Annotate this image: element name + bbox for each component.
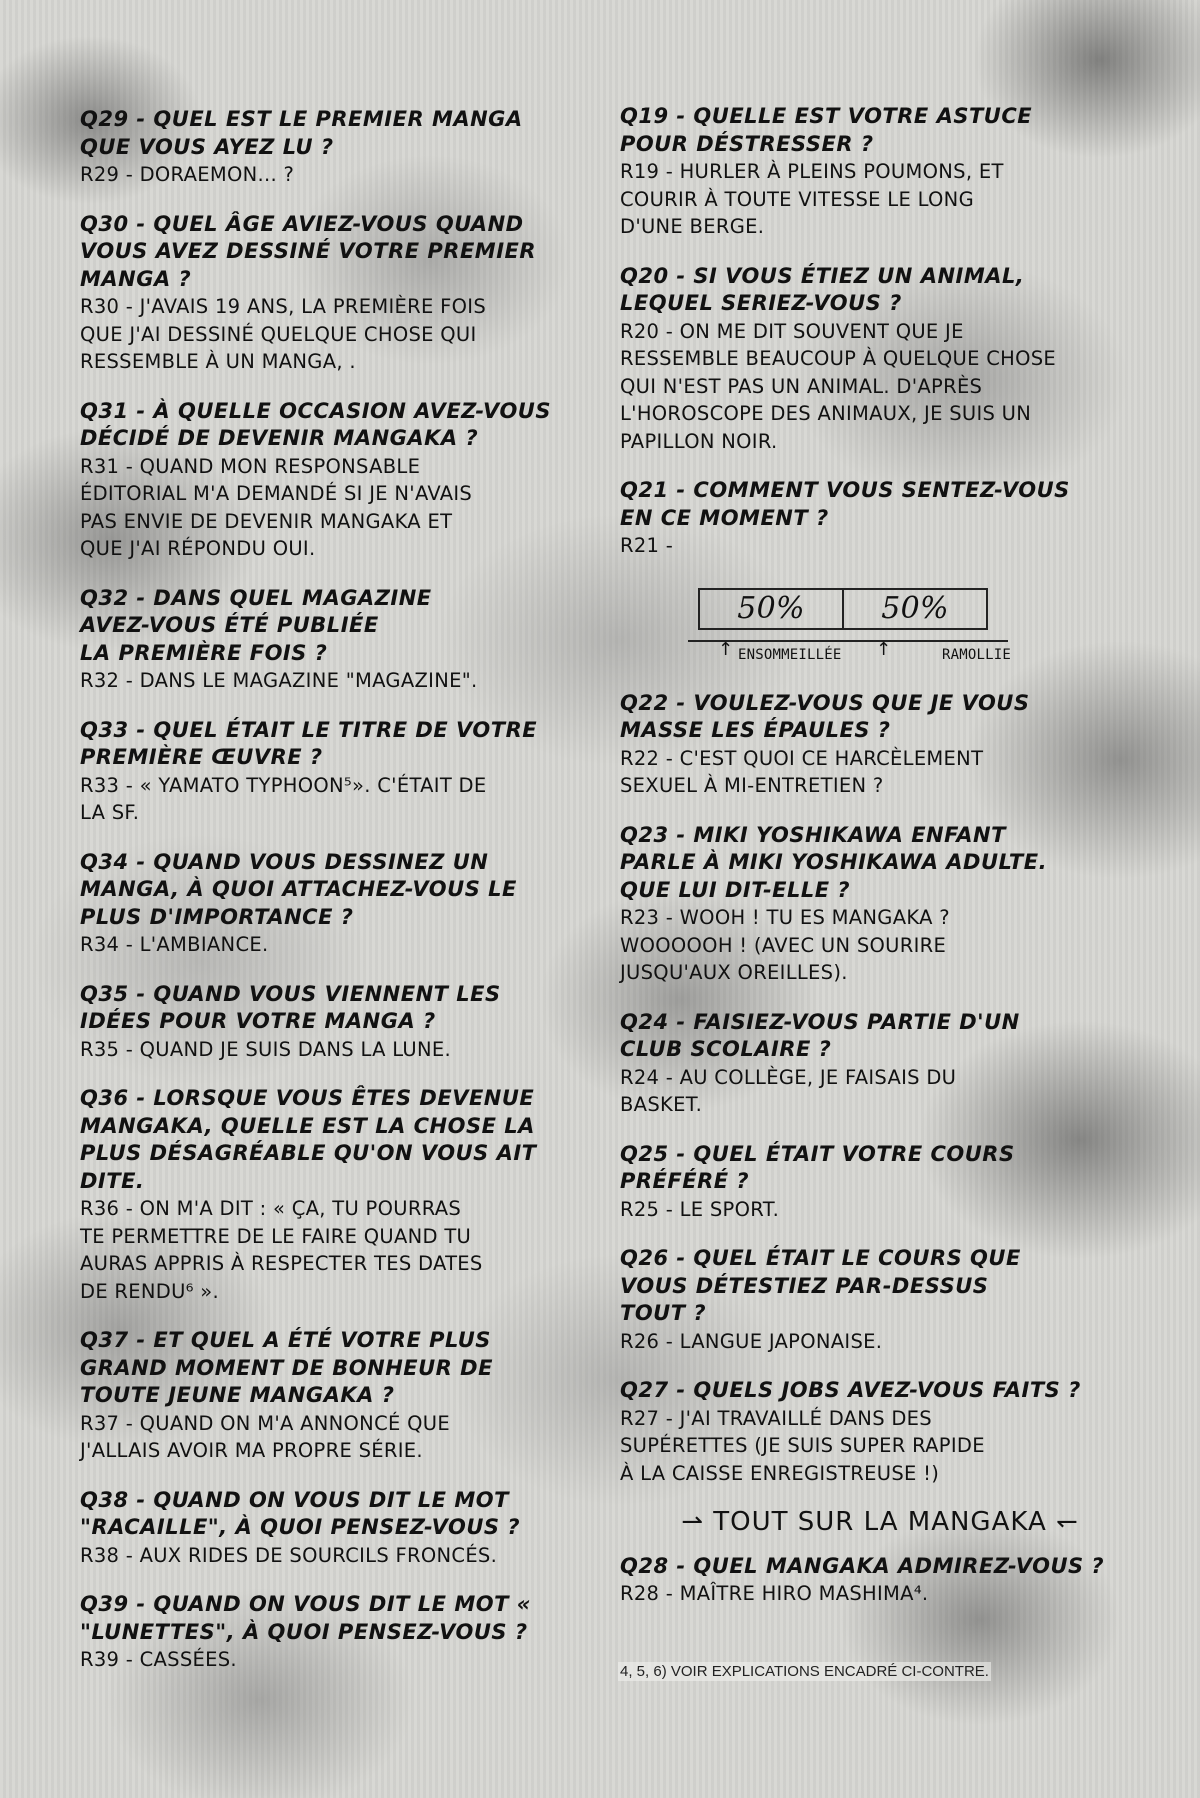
answer-text: R22 - C'EST QUOI CE HARCÈLEMENT SEXUEL À MI-ENTRETIEN ?: [620, 746, 984, 797]
answer-text: R32 - DANS LE MAGAZINE "MAGAZINE".: [80, 669, 478, 692]
mood-left-label: ENSOMMEILLÉE: [738, 646, 842, 663]
qa-block: [620, 1377, 1140, 1487]
question-text: Q39 - QUAND ON VOUS DIT LE MOT « "LUNETTES", À QUOI PENSEZ-VOUS ?: [80, 1592, 531, 1644]
answer-text: R27 - J'AI TRAVAILLÉ DANS DES SUPÉRETTES (JE SUIS SUPER RAPIDE À LA CAISSE ENREGISTREUSE !): [620, 1406, 985, 1485]
answer-text: R39 - CASSÉES.: [80, 1648, 237, 1671]
question-text: Q32 - DANS QUEL MAGAZINE AVEZ-VOUS ÉTÉ PUBLIÉE LA PREMIÈRE FOIS ?: [80, 585, 432, 665]
answer-text: R20 - ON ME DIT SOUVENT QUE JE RESSEMBLE BEAUCOUP À QUELQUE CHOSE QUI N'EST PAS UN ANIMAL. D'APRÈS L'HOROSCOPE DES ANIMAUX, JE SUIS UN PAPILLON NOIR.: [620, 319, 1057, 453]
question-text: Q31 - À QUELLE OCCASION AVEZ-VOUS DÉCIDÉ DE DEVENIR MANGAKA ?: [80, 398, 551, 450]
qa-block: [80, 981, 595, 1064]
qa-block: [620, 1245, 1140, 1355]
question-text: Q35 - QUAND VOUS VIENNENT LES IDÉES POUR VOTRE MANGA ?: [80, 981, 501, 1033]
answer-text: R31 - QUAND MON RESPONSABLE ÉDITORIAL M'A DEMANDÉ SI JE N'AVAIS PAS ENVIE DE DEVENIR MANGAKA ET QUE J'AI RÉPONDU OUI.: [80, 454, 473, 560]
footnote: 4, 5, 6) VOIR EXPLICATIONS ENCADRÉ CI-CONTRE.: [620, 1663, 989, 1680]
answer-text: R35 - QUAND JE SUIS DANS LA LUNE.: [80, 1037, 452, 1061]
qa-block: [80, 211, 595, 376]
qa-block: [80, 106, 595, 189]
question-text: Q29 - QUEL EST LE PREMIER MANGA QUE VOUS AYEZ LU ?: [80, 107, 523, 159]
question-text: Q19 - QUELLE EST VOTRE ASTUCE POUR DÉSTRESSER ?: [620, 104, 1033, 156]
qa-block: [620, 1141, 1140, 1224]
answer-text: R38 - AUX RIDES DE SOURCILS FRONCÉS.: [80, 1543, 498, 1567]
qa-block: [80, 849, 595, 959]
answer-text: R21 -: [620, 534, 674, 557]
question-text: Q36 - LORSQUE VOUS ÊTES DEVENUE MANGAKA, QUELLE EST LA CHOSE LA PLUS DÉSAGRÉABLE QU'ON VOUS AIT DITE.: [80, 1086, 537, 1193]
mood-left-value: 50%: [737, 590, 805, 626]
qa-block: [620, 1009, 1140, 1119]
qa-block: [620, 822, 1140, 987]
question-text: Q21 - COMMENT VOUS SENTEZ-VOUS EN CE MOMENT ?: [620, 478, 1070, 530]
qa-block: [620, 103, 1140, 241]
left-column: [80, 106, 595, 1696]
qa-block: [620, 1553, 1140, 1608]
answer-text: R28 - MAÎTRE HIRO MASHIMA⁴.: [620, 1582, 929, 1605]
mood-box: [698, 588, 988, 630]
mood-right-value: 50%: [842, 590, 986, 628]
qa-block: [80, 1487, 595, 1570]
question-text: Q38 - QUAND ON VOUS DIT LE MOT "RACAILLE", À QUOI PENSEZ-VOUS ?: [80, 1487, 521, 1539]
section-title: ⇀ TOUT SUR LA MANGAKA ↽: [681, 1507, 1079, 1537]
qa-block: [80, 585, 595, 695]
answer-text: R36 - ON M'A DIT : « ÇA, TU POURRAS TE PERMETTRE DE LE FAIRE QUAND TU AURAS APPRIS À RESPECTER TES DATES DE RENDU⁶ ».: [80, 1197, 483, 1303]
answer-text: R34 - L'AMBIANCE.: [80, 933, 269, 956]
question-text: Q30 - QUEL ÂGE AVIEZ-VOUS QUAND VOUS AVEZ DESSINÉ VOTRE PREMIER MANGA ?: [80, 211, 537, 291]
qa-block: [620, 477, 1140, 560]
right-column: [620, 103, 1140, 1630]
answer-text: R19 - HURLER À PLEINS POUMONS, ET COURIR À TOUTE VITESSE LE LONG D'UNE BERGE.: [620, 160, 1004, 238]
answer-text: R37 - QUAND ON M'A ANNONCÉ QUE J'ALLAIS AVOIR MA PROPRE SÉRIE.: [80, 1411, 450, 1462]
qa-block: [80, 717, 595, 827]
up-arrow-icon: ↑: [876, 638, 892, 660]
qa-block: [80, 1591, 595, 1674]
answer-text: R33 - « YAMATO TYPHOON⁵». C'ÉTAIT DE LA SF.: [80, 773, 487, 824]
answer-text: R26 - LANGUE JAPONAISE.: [620, 1329, 883, 1353]
mood-chart: [620, 576, 1140, 672]
qa-block: [80, 1085, 595, 1305]
question-text: Q27 - QUELS JOBS AVEZ-VOUS FAITS ?: [620, 1378, 1081, 1402]
mood-right-label: RAMOLLIE: [942, 646, 1012, 663]
answer-text: R23 - WOOH ! TU ES MANGAKA ? WOOOOOH ! (AVEC UN SOURIRE JUSQU'AUX OREILLES).: [620, 906, 950, 984]
question-text: Q22 - VOULEZ-VOUS QUE JE VOUS MASSE LES ÉPAULES ?: [620, 690, 1030, 742]
question-text: Q25 - QUEL ÉTAIT VOTRE COURS PRÉFÉRÉ ?: [620, 1141, 1015, 1193]
question-text: Q20 - SI VOUS ÉTIEZ UN ANIMAL, LEQUEL SERIEZ-VOUS ?: [620, 263, 1025, 315]
question-text: Q28 - QUEL MANGAKA ADMIREZ-VOUS ?: [620, 1553, 1105, 1578]
up-arrow-icon: ↑: [718, 638, 734, 660]
answer-text: R30 - J'AVAIS 19 ANS, LA PREMIÈRE FOIS QUE J'AI DESSINÉ QUELQUE CHOSE QUI RESSEMBLE À UN MANGA, .: [80, 295, 487, 373]
answer-text: R29 - DORAEMON... ?: [80, 163, 295, 186]
qa-block: [80, 1327, 595, 1465]
answer-text: R24 - AU COLLÈGE, JE FAISAIS DU BASKET.: [620, 1065, 957, 1116]
question-text: Q34 - QUAND VOUS DESSINEZ UN MANGA, À QUOI ATTACHEZ-VOUS LE PLUS D'IMPORTANCE ?: [80, 849, 517, 929]
qa-block: [620, 690, 1140, 800]
qa-block: [80, 398, 595, 563]
question-text: Q24 - FAISIEZ-VOUS PARTIE D'UN CLUB SCOLAIRE ?: [620, 1009, 1020, 1061]
question-text: Q37 - ET QUEL A ÉTÉ VOTRE PLUS GRAND MOMENT DE BONHEUR DE TOUTE JEUNE MANGAKA ?: [80, 1328, 493, 1407]
question-text: Q26 - QUEL ÉTAIT LE COURS QUE VOUS DÉTESTIEZ PAR-DESSUS TOUT ?: [620, 1246, 1021, 1325]
qa-block: [620, 263, 1140, 456]
answer-text: R25 - LE SPORT.: [620, 1197, 780, 1221]
question-text: Q33 - QUEL ÉTAIT LE TITRE DE VOTRE PREMIÈRE ŒUVRE ?: [80, 717, 538, 769]
question-text: Q23 - MIKI YOSHIKAWA ENFANT PARLE À MIKI YOSHIKAWA ADULTE. QUE LUI DIT-ELLE ?: [620, 822, 1048, 902]
